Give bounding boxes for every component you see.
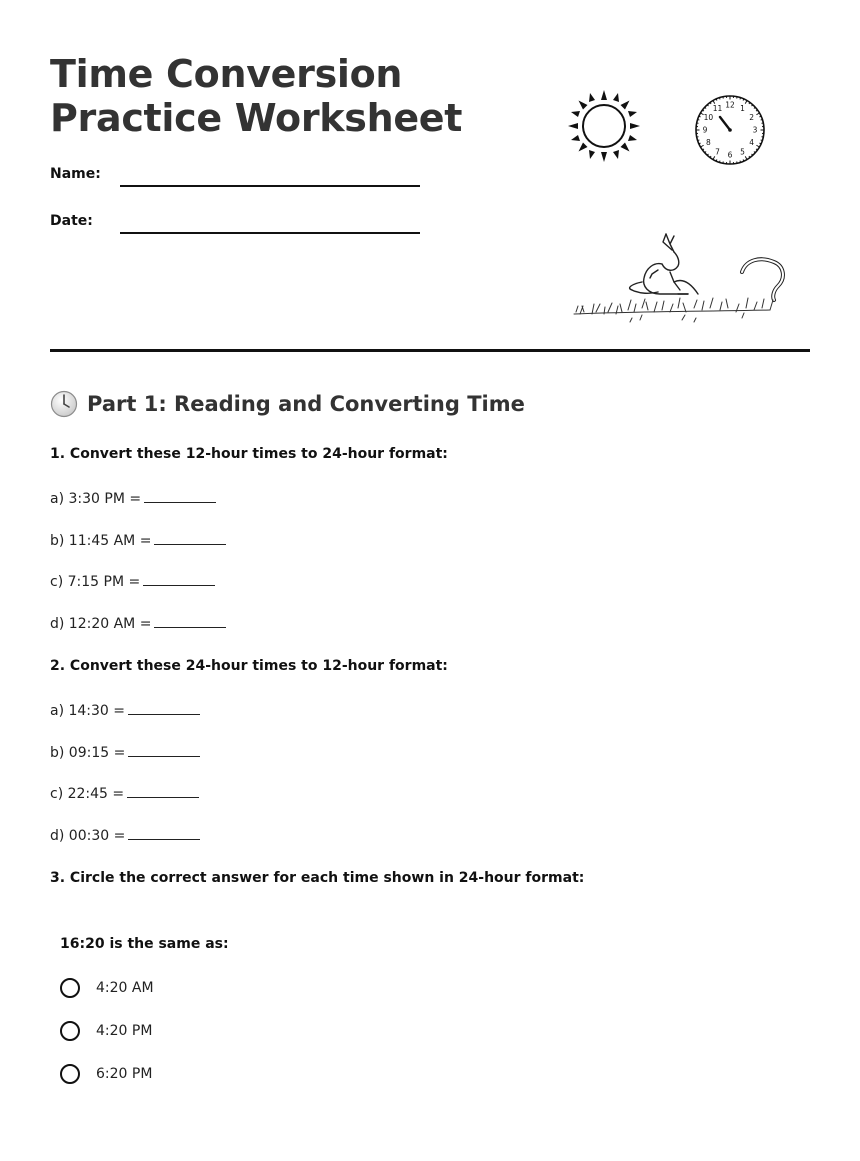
clock-tick xyxy=(743,159,744,161)
clock-tick xyxy=(719,98,720,100)
q1-item-a-label: a) 3:30 PM = xyxy=(50,491,142,507)
mc-question: 16:20 is the same as: xyxy=(60,936,229,952)
q1-answer-blank-c[interactable] xyxy=(143,571,215,586)
name-label: Name: xyxy=(50,166,101,182)
clock-tick xyxy=(761,119,763,120)
clock-number: 11 xyxy=(712,103,723,113)
q1-item-b xyxy=(50,530,226,549)
title-line-2: Practice Worksheet xyxy=(50,96,463,140)
clock-tick xyxy=(716,159,717,161)
clock-tick xyxy=(716,99,717,101)
question-1-prompt: 1. Convert these 12-hour times to 24-hour format: xyxy=(50,446,448,462)
radio-circle[interactable] xyxy=(60,1021,80,1041)
sun-icon xyxy=(566,88,642,164)
clock-tick xyxy=(759,143,761,144)
date-line[interactable] xyxy=(120,232,420,234)
clock-number: 8 xyxy=(705,138,711,148)
clock-tick xyxy=(699,143,701,144)
part1-header xyxy=(50,389,525,419)
name-line[interactable] xyxy=(120,185,420,187)
part1-heading: Part 1: Reading and Converting Time xyxy=(87,392,525,416)
clock-number: 10 xyxy=(703,113,714,123)
kangaroo-illustration xyxy=(570,228,795,323)
mc-option-2[interactable] xyxy=(60,1019,152,1043)
radio-circle[interactable] xyxy=(60,1064,80,1084)
mc-option-1[interactable] xyxy=(60,976,154,1000)
question-2-prompt: 2. Convert these 24-hour times to 12-hour format: xyxy=(50,658,448,674)
mc-option-2-label: 4:20 PM xyxy=(96,1023,153,1039)
name-field[interactable] xyxy=(50,166,430,196)
mc-option-1-label: 4:20 AM xyxy=(96,980,154,996)
q2-item-c-label: c) 22:45 = xyxy=(50,786,125,802)
q1-item-d-label: d) 12:20 AM = xyxy=(50,616,152,632)
q2-item-b-label: b) 09:15 = xyxy=(50,745,126,761)
clock-number: 2 xyxy=(749,113,755,123)
date-field[interactable] xyxy=(50,213,430,243)
q2-answer-blank-a[interactable] xyxy=(128,700,200,715)
clock-number: 5 xyxy=(740,147,745,157)
clock-illustration-icon xyxy=(692,92,768,168)
q1-item-d xyxy=(50,613,226,632)
q1-item-a xyxy=(50,488,216,507)
clock-number: 4 xyxy=(749,138,755,148)
clock-number: 1 xyxy=(740,103,745,113)
clock-tick xyxy=(740,161,741,163)
q1-item-c-label: c) 7:15 PM = xyxy=(50,574,141,590)
clock-number: 12 xyxy=(725,100,735,110)
q2-item-d xyxy=(50,825,200,844)
q1-answer-blank-d[interactable] xyxy=(154,613,226,628)
q2-item-a-label: a) 14:30 = xyxy=(50,703,126,719)
question-3-prompt: 3. Circle the correct answer for each time shown in 24-hour format: xyxy=(50,870,585,886)
clock-tick xyxy=(740,98,741,100)
radio-circle[interactable] xyxy=(60,978,80,998)
q2-answer-blank-c[interactable] xyxy=(127,783,199,798)
q2-answer-blank-d[interactable] xyxy=(128,825,200,840)
q2-answer-blank-b[interactable] xyxy=(128,742,200,757)
clock-number: 3 xyxy=(752,125,758,135)
clock-tick xyxy=(759,116,761,117)
date-label: Date: xyxy=(50,213,93,229)
worksheet-title xyxy=(50,52,462,140)
title-line-1: Time Conversion xyxy=(50,52,403,96)
header-divider xyxy=(50,349,810,352)
clock-number: 9 xyxy=(702,125,708,135)
clock-tick xyxy=(698,140,700,141)
clock-number: 7 xyxy=(715,147,720,157)
q2-item-d-label: d) 00:30 = xyxy=(50,828,126,844)
clock-icon xyxy=(50,390,78,418)
q1-answer-blank-a[interactable] xyxy=(144,488,216,503)
clock-tick xyxy=(698,119,700,120)
q2-item-a xyxy=(50,700,200,719)
mc-option-3[interactable] xyxy=(60,1062,152,1086)
mc-option-3-label: 6:20 PM xyxy=(96,1066,153,1082)
clock-tick xyxy=(761,140,763,141)
q1-item-b-label: b) 11:45 AM = xyxy=(50,533,152,549)
q2-item-b xyxy=(50,742,200,761)
q1-answer-blank-b[interactable] xyxy=(154,530,226,545)
clock-tick xyxy=(743,99,744,101)
q2-item-c xyxy=(50,783,199,802)
clock-tick xyxy=(719,161,720,163)
clock-tick xyxy=(699,116,701,117)
q1-item-c xyxy=(50,571,215,590)
clock-number: 6 xyxy=(727,150,733,160)
